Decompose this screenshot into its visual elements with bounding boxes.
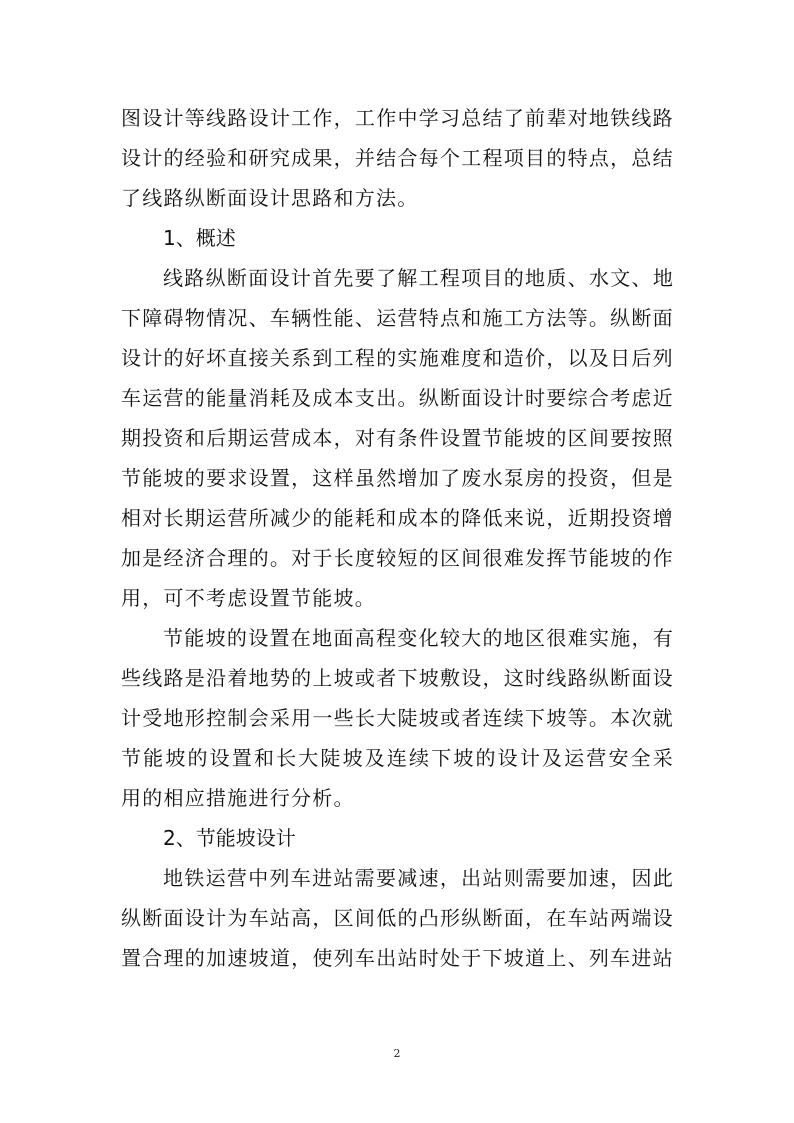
- text-line: 置 合 理 的 加 速 坡 道 ， 使 列 车 出 站 时 处 于 下 坡 道 上 、 列 车 进 站: [121, 946, 673, 970]
- text-line: 地 铁 运 营 中 列 车 进 站 需 要 减 速 ， 出 站 则 需 要 加 速 ， 因 此: [163, 866, 673, 890]
- text-line: 线 路 纵 断 面 设 计 首 先 要 了 解 工 程 项 目 的 地 质 、 水 文 、 地: [163, 266, 673, 290]
- text-line: 图 设 计 等 线 路 设 计 工 作 ， 工 作 中 学 习 总 结 了 前 辈 对 地 铁 线 路: [121, 106, 673, 130]
- section-heading: 1、概述: [163, 226, 236, 250]
- body-text: [121, 98, 673, 978]
- text-line: 节 能 坡 的 设 置 和 长 大 陡 坡 及 连 续 下 坡 的 设 计 及 运 营 安 全 采: [121, 746, 673, 770]
- text-line: 用的相应措施进行分析。: [121, 786, 355, 810]
- text-line: 了线路纵断面设计思路和方法。: [121, 186, 419, 210]
- text-line: 设 计 的 经 验 和 研 究 成 果 ， 并 结 合 每 个 工 程 项 目 的 特 点 ， 总 结: [121, 146, 673, 170]
- section-heading: 2、节能坡设计: [163, 826, 296, 850]
- page-number: 2: [393, 1047, 401, 1060]
- text-line: 纵 断 面 设 计 为 车 站 高 ， 区 间 低 的 凸 形 纵 断 面 ， 在 车 站 两 端 设: [121, 906, 673, 930]
- text-line: 节 能 坡 的 设 置 在 地 面 高 程 变 化 较 大 的 地 区 很 难 实 施 ， 有: [163, 626, 673, 650]
- text-line: 期 投 资 和 后 期 运 营 成 本 ， 对 有 条 件 设 置 节 能 坡 的 区 间 要 按 照: [121, 426, 673, 450]
- text-line: 相 对 长 期 运 营 所 减 少 的 能 耗 和 成 本 的 降 低 来 说 ， 近 期 投 资 增: [121, 506, 673, 530]
- text-line: 加 是 经 济 合 理 的 。 对 于 长 度 较 短 的 区 间 很 难 发 挥 节 能 坡 的 作: [121, 546, 673, 570]
- text-line: 些 线 路 是 沿 着 地 势 的 上 坡 或 者 下 坡 敷 设 ， 这 时 线 路 纵 断 面 设: [121, 666, 673, 690]
- text-line: 设 计 的 好 坏 直 接 关 系 到 工 程 的 实 施 难 度 和 造 价 ， 以 及 日 后 列: [121, 346, 673, 370]
- text-line: 节 能 坡 的 要 求 设 置 ， 这 样 虽 然 增 加 了 废 水 泵 房 的 投 资 ， 但 是: [121, 466, 673, 490]
- text-line: 车 运 营 的 能 量 消 耗 及 成 本 支 出 。 纵 断 面 设 计 时 要 综 合 考 虑 近: [121, 386, 673, 410]
- text-line: 下 障 碍 物 情 况 、 车 辆 性 能 、 运 营 特 点 和 施 工 方 法 等 。 纵 断 面: [121, 306, 673, 330]
- text-line: 计 受 地 形 控 制 会 采 用 一 些 长 大 陡 坡 或 者 连 续 下 坡 等 。 本 次 就: [121, 706, 673, 730]
- text-line: 用，可不考虑设置节能坡。: [121, 586, 376, 610]
